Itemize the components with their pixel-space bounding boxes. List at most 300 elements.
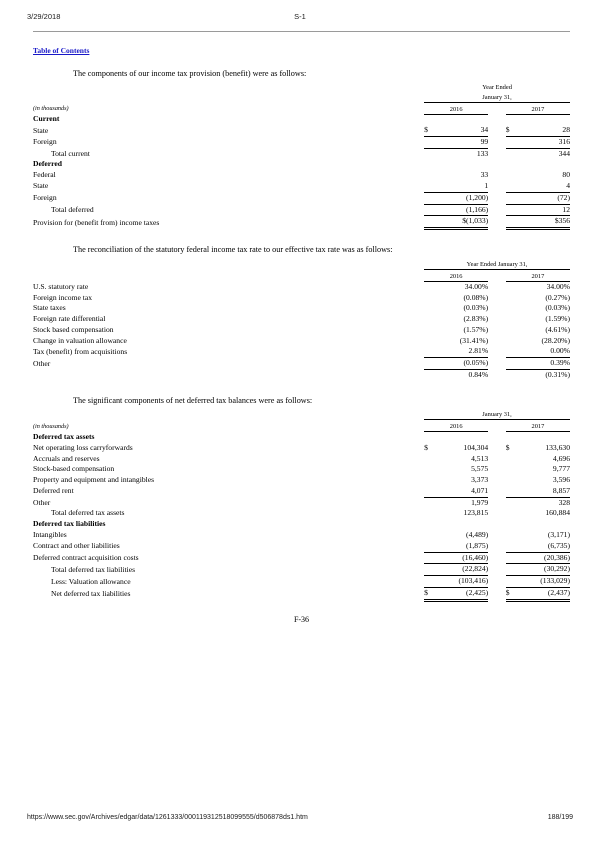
table-row bbox=[33, 564, 570, 576]
page-number-marker: F-36 bbox=[293, 614, 310, 624]
column-gap bbox=[416, 181, 424, 192]
currency-symbol-2017 bbox=[506, 519, 518, 530]
column-gap bbox=[416, 519, 424, 530]
column-gap bbox=[416, 170, 424, 181]
value-2016: 1,979 bbox=[436, 497, 488, 508]
row-label: Foreign bbox=[33, 193, 57, 203]
table-row bbox=[33, 216, 570, 229]
row-label: U.S. statutory rate bbox=[33, 281, 89, 291]
column-gap bbox=[488, 303, 506, 314]
currency-symbol-2016 bbox=[424, 148, 436, 159]
table2-body bbox=[33, 281, 570, 381]
column-gap bbox=[416, 486, 424, 497]
table1-year-2017-header: 2017 bbox=[506, 105, 570, 115]
currency-symbol-2017 bbox=[506, 552, 518, 564]
value-2017 bbox=[518, 519, 570, 530]
currency-symbol-2016 bbox=[424, 552, 436, 564]
column-gap bbox=[488, 530, 506, 541]
table-row bbox=[33, 181, 570, 192]
table3-head bbox=[33, 410, 570, 432]
value-2016: (0.05%) bbox=[436, 358, 488, 370]
header-divider bbox=[33, 31, 570, 32]
column-gap bbox=[488, 159, 506, 170]
currency-symbol-2016 bbox=[424, 314, 436, 325]
currency-symbol-2016 bbox=[424, 370, 436, 381]
column-gap bbox=[416, 314, 424, 325]
table1-body bbox=[33, 114, 570, 228]
column-gap bbox=[416, 370, 424, 381]
table-row bbox=[33, 148, 570, 159]
value-2016: (2,425) bbox=[436, 587, 488, 600]
table-row bbox=[33, 346, 570, 357]
currency-symbol-2017 bbox=[506, 454, 518, 465]
column-gap bbox=[416, 454, 424, 465]
column-gap bbox=[488, 576, 506, 588]
value-2017 bbox=[518, 114, 570, 125]
column-gap bbox=[416, 443, 424, 454]
value-2017: 9,777 bbox=[552, 464, 570, 474]
column-gap bbox=[416, 114, 424, 125]
row-label: Deferred contract acquisition costs bbox=[33, 553, 139, 563]
currency-symbol-2017: $ bbox=[506, 587, 518, 600]
column-gap bbox=[488, 181, 506, 192]
value-2016: 123,815 bbox=[463, 508, 489, 518]
value-2016: 33 bbox=[480, 170, 489, 180]
row-label: Total deferred tax liabilities bbox=[51, 564, 136, 574]
currency-symbol-2016 bbox=[424, 181, 436, 192]
row-label: Foreign income tax bbox=[33, 292, 93, 302]
value-2016: 99 bbox=[436, 136, 488, 148]
value-2017: (20,386) bbox=[518, 552, 570, 564]
currency-symbol-2016 bbox=[424, 564, 436, 576]
table3-period-group-label: January 31, bbox=[424, 410, 570, 420]
currency-symbol-2016: $ bbox=[424, 442, 428, 452]
currency-symbol-2016 bbox=[424, 204, 436, 216]
currency-symbol-2017 bbox=[506, 475, 518, 486]
table-row bbox=[33, 464, 570, 475]
column-gap bbox=[416, 541, 424, 552]
column-gap bbox=[488, 443, 506, 454]
column-gap bbox=[416, 192, 424, 204]
currency-symbol-2016 bbox=[424, 432, 436, 443]
currency-symbol-2017 bbox=[506, 486, 518, 497]
value-2016 bbox=[436, 432, 488, 443]
column-gap bbox=[488, 497, 506, 508]
value-2017: 80 bbox=[562, 170, 570, 180]
income-tax-provision-table bbox=[33, 83, 570, 230]
column-gap bbox=[416, 216, 424, 229]
row-label: Foreign bbox=[33, 137, 57, 147]
document-body bbox=[33, 40, 570, 624]
column-gap bbox=[416, 125, 424, 136]
table1-year-header-row bbox=[33, 105, 570, 115]
table2-group-header-row bbox=[33, 260, 570, 270]
column-gap bbox=[416, 358, 424, 370]
row-label bbox=[33, 370, 416, 381]
row-label: State bbox=[33, 125, 49, 135]
column-gap bbox=[416, 464, 424, 475]
currency-symbol-2017 bbox=[506, 464, 518, 475]
value-2017: (133,029) bbox=[518, 576, 570, 588]
row-label: Contract and other liabilities bbox=[33, 541, 120, 551]
table-row bbox=[33, 325, 570, 336]
value-2016: (103,416) bbox=[436, 576, 488, 588]
value-2017: 344 bbox=[518, 148, 570, 159]
column-gap bbox=[416, 148, 424, 159]
column-gap bbox=[488, 486, 506, 497]
value-2016: 3,373 bbox=[471, 475, 489, 485]
currency-symbol-2016 bbox=[424, 519, 436, 530]
currency-symbol-2016 bbox=[424, 576, 436, 588]
value-2017: (3,171) bbox=[547, 529, 570, 539]
row-label: Foreign rate differential bbox=[33, 314, 106, 324]
currency-symbol-2017 bbox=[506, 576, 518, 588]
value-2017: 28 bbox=[562, 125, 570, 135]
currency-symbol-2017: $ bbox=[505, 442, 510, 452]
currency-symbol-2017 bbox=[506, 114, 518, 125]
value-2016: (1,166) bbox=[436, 204, 488, 216]
table-row bbox=[33, 587, 570, 600]
currency-symbol-2017 bbox=[506, 148, 518, 159]
value-2017: 160,884 bbox=[545, 508, 570, 518]
currency-symbol-2017 bbox=[506, 497, 518, 508]
currency-symbol-2016 bbox=[424, 497, 436, 508]
row-label: Deferred tax liabilities bbox=[33, 519, 106, 529]
currency-symbol-2017: $ bbox=[505, 125, 510, 135]
value-2016: (1,200) bbox=[436, 192, 488, 204]
value-2016: (1,875) bbox=[466, 540, 489, 550]
currency-symbol-2016 bbox=[424, 170, 436, 181]
currency-symbol-2016 bbox=[424, 293, 436, 304]
row-label: Net deferred tax liabilities bbox=[51, 589, 131, 599]
row-label: State taxes bbox=[33, 303, 66, 313]
table-row bbox=[33, 432, 570, 443]
currency-symbol-2016 bbox=[424, 192, 436, 204]
value-2016: 4,071 bbox=[471, 485, 489, 495]
table1-period-group-label bbox=[424, 83, 570, 102]
table-row bbox=[33, 541, 570, 552]
table-row bbox=[33, 314, 570, 325]
row-label: Net operating loss carryforwards bbox=[33, 442, 133, 452]
currency-symbol-2017 bbox=[506, 181, 518, 192]
column-gap bbox=[488, 370, 506, 381]
column-gap bbox=[488, 148, 506, 159]
effective-tax-rate-reconciliation-table bbox=[33, 260, 570, 381]
print-date: 3/29/2018 bbox=[27, 12, 61, 21]
value-2017: (28.20%) bbox=[541, 335, 570, 345]
column-gap bbox=[488, 216, 506, 229]
column-gap bbox=[488, 325, 506, 336]
currency-symbol-2016 bbox=[424, 159, 436, 170]
value-2016: 104,304 bbox=[463, 442, 489, 452]
column-gap bbox=[488, 281, 506, 292]
table-row bbox=[33, 497, 570, 508]
print-header bbox=[0, 12, 600, 28]
column-gap bbox=[488, 564, 506, 576]
column-gap bbox=[416, 564, 424, 576]
currency-symbol-2017 bbox=[506, 314, 518, 325]
value-2017: 0.39% bbox=[518, 358, 570, 370]
table2-year-header-row bbox=[33, 272, 570, 282]
row-label: Federal bbox=[33, 170, 56, 180]
table-row bbox=[33, 576, 570, 588]
column-gap bbox=[488, 204, 506, 216]
currency-symbol-2017 bbox=[506, 293, 518, 304]
value-2017: 8,857 bbox=[552, 485, 570, 495]
section-gap-1 bbox=[33, 230, 570, 244]
value-2017: 4 bbox=[566, 180, 570, 190]
currency-symbol-2017 bbox=[506, 370, 518, 381]
currency-symbol-2016 bbox=[424, 530, 436, 541]
currency-symbol-2016 bbox=[424, 336, 436, 347]
row-label: Deferred tax assets bbox=[33, 431, 95, 441]
table-row bbox=[33, 114, 570, 125]
row-label: Other bbox=[33, 358, 51, 368]
currency-symbol-2016 bbox=[424, 454, 436, 465]
document-form-title: S-1 bbox=[294, 12, 306, 21]
column-gap bbox=[416, 346, 424, 357]
currency-symbol-2017 bbox=[506, 336, 518, 347]
column-gap bbox=[488, 346, 506, 357]
currency-symbol-2017 bbox=[506, 541, 518, 552]
value-2016 bbox=[436, 159, 488, 170]
print-footer bbox=[0, 814, 600, 828]
column-gap bbox=[416, 293, 424, 304]
currency-symbol-2017 bbox=[506, 346, 518, 357]
row-label: Provision for (benefit from) income taxes bbox=[33, 217, 160, 227]
value-2017: 12 bbox=[518, 204, 570, 216]
table-row bbox=[33, 475, 570, 486]
column-gap bbox=[488, 464, 506, 475]
value-2017: 316 bbox=[518, 136, 570, 148]
value-2016: 133 bbox=[436, 148, 488, 159]
table3-year-2017-header: 2017 bbox=[506, 422, 570, 432]
row-label: Other bbox=[33, 497, 51, 507]
value-2016: (16,460) bbox=[436, 552, 488, 564]
value-2016 bbox=[436, 519, 488, 530]
currency-symbol-2016 bbox=[424, 508, 436, 519]
value-2017: 133,630 bbox=[545, 442, 570, 452]
column-gap bbox=[416, 552, 424, 564]
value-2016: 1 bbox=[484, 180, 489, 190]
row-label: Total current bbox=[51, 148, 90, 158]
value-2016: 4,513 bbox=[471, 453, 489, 463]
column-gap bbox=[488, 587, 506, 600]
page-count-label: 188/199 bbox=[547, 814, 573, 821]
currency-symbol-2017 bbox=[506, 192, 518, 204]
value-2017: 0.00% bbox=[550, 346, 570, 356]
table2-year-2017-header: 2017 bbox=[506, 272, 570, 282]
column-gap bbox=[416, 508, 424, 519]
value-2017: (72) bbox=[518, 192, 570, 204]
row-label: Deferred rent bbox=[33, 486, 74, 496]
currency-symbol-2016 bbox=[424, 541, 436, 552]
table1-period-line2: January 31, bbox=[482, 93, 512, 101]
currency-symbol-2016 bbox=[424, 325, 436, 336]
table1-units-label: (in thousands) bbox=[33, 105, 69, 113]
row-label: Tax (benefit) from acquisitions bbox=[33, 346, 128, 356]
table-row bbox=[33, 136, 570, 148]
value-2017: 4,696 bbox=[552, 453, 570, 463]
column-gap bbox=[416, 530, 424, 541]
column-gap bbox=[488, 508, 506, 519]
value-2017: (0.03%) bbox=[545, 303, 570, 313]
table-row bbox=[33, 204, 570, 216]
currency-symbol-2017 bbox=[506, 204, 518, 216]
table-row bbox=[33, 530, 570, 541]
value-2017 bbox=[518, 159, 570, 170]
table-row bbox=[33, 159, 570, 170]
currency-symbol-2017 bbox=[506, 136, 518, 148]
value-2016: 34 bbox=[480, 125, 489, 135]
currency-symbol-2017 bbox=[506, 432, 518, 443]
currency-symbol-2016 bbox=[424, 358, 436, 370]
value-2016: (4,489) bbox=[466, 529, 489, 539]
column-gap bbox=[416, 136, 424, 148]
currency-symbol-2016 bbox=[424, 464, 436, 475]
table-row bbox=[33, 358, 570, 370]
section3-intro-text: The significant components of net deferred tax balances were as follows: bbox=[73, 395, 313, 405]
row-label: Total deferred bbox=[51, 205, 94, 215]
column-gap bbox=[488, 475, 506, 486]
column-gap bbox=[416, 303, 424, 314]
table-row bbox=[33, 303, 570, 314]
table-row bbox=[33, 486, 570, 497]
currency-symbol-2017 bbox=[506, 564, 518, 576]
table3-units-label: (in thousands) bbox=[33, 423, 69, 431]
currency-symbol-2016 bbox=[424, 136, 436, 148]
currency-symbol-2017 bbox=[506, 325, 518, 336]
column-gap bbox=[416, 432, 424, 443]
value-2017: (1.59%) bbox=[545, 314, 570, 324]
value-2017: (6,735) bbox=[547, 540, 570, 550]
row-label: Stock-based compensation bbox=[33, 464, 115, 474]
value-2016: 2.81% bbox=[468, 346, 489, 356]
currency-symbol-2017 bbox=[506, 303, 518, 314]
value-2017: (2,437) bbox=[518, 587, 570, 600]
currency-symbol-2017 bbox=[506, 281, 518, 292]
net-deferred-tax-balances-table bbox=[33, 410, 570, 601]
column-gap bbox=[416, 475, 424, 486]
currency-symbol-2016 bbox=[424, 303, 436, 314]
source-url: https://www.sec.gov/Archives/edgar/data/1261333/000119312518099555/d506878ds1.htm bbox=[27, 814, 308, 821]
value-2017: 328 bbox=[518, 497, 570, 508]
value-2016: (22,824) bbox=[436, 564, 488, 576]
column-gap bbox=[488, 552, 506, 564]
table3-body bbox=[33, 432, 570, 600]
table-row bbox=[33, 170, 570, 181]
table1-year-2016-header: 2016 bbox=[424, 105, 488, 115]
value-2016: 0.84% bbox=[436, 370, 488, 381]
row-label: Total deferred tax assets bbox=[51, 508, 125, 518]
value-2016: 5,575 bbox=[471, 464, 489, 474]
column-gap bbox=[488, 136, 506, 148]
table3-year-2016-header: 2016 bbox=[424, 422, 488, 432]
table2-year-2016-header: 2016 bbox=[424, 272, 488, 282]
table3-group-header-row bbox=[33, 410, 570, 420]
currency-symbol-2016: $ bbox=[424, 587, 436, 600]
value-2017: (0.27%) bbox=[545, 292, 570, 302]
value-2017: 34.00% bbox=[546, 281, 570, 291]
row-label: Stock based compensation bbox=[33, 324, 114, 334]
table-row bbox=[33, 370, 570, 381]
table1-period-line1: Year Ended bbox=[482, 84, 512, 92]
table-row bbox=[33, 125, 570, 136]
table-row bbox=[33, 508, 570, 519]
section-gap-2 bbox=[33, 381, 570, 395]
table-row bbox=[33, 552, 570, 564]
column-gap bbox=[488, 192, 506, 204]
column-gap bbox=[416, 325, 424, 336]
row-label: Deferred bbox=[33, 159, 62, 169]
column-gap bbox=[488, 170, 506, 181]
currency-symbol-2016 bbox=[424, 486, 436, 497]
table-row bbox=[33, 293, 570, 304]
row-label: Current bbox=[33, 114, 60, 124]
table-row bbox=[33, 454, 570, 465]
row-label: Less: Valuation allowance bbox=[51, 576, 131, 586]
column-gap bbox=[416, 587, 424, 600]
currency-symbol-2017 bbox=[506, 216, 518, 229]
table-row bbox=[33, 192, 570, 204]
column-gap bbox=[416, 576, 424, 588]
row-label: Accruals and reserves bbox=[33, 453, 100, 463]
table-row bbox=[33, 443, 570, 454]
column-gap bbox=[416, 336, 424, 347]
currency-symbol-2016 bbox=[424, 114, 436, 125]
column-gap bbox=[488, 125, 506, 136]
table1-group-header-row bbox=[33, 83, 570, 102]
table-of-contents-link[interactable]: Table of Contents bbox=[33, 46, 90, 55]
currency-symbol-2017 bbox=[506, 159, 518, 170]
table-row bbox=[33, 519, 570, 530]
value-2017: (0.31%) bbox=[518, 370, 570, 381]
row-label: Change in valuation allowance bbox=[33, 335, 127, 345]
section1-intro-text: The components of our income tax provision (benefit) were as follows: bbox=[73, 69, 307, 78]
currency-symbol-2016 bbox=[424, 281, 436, 292]
value-2016: $(1,033) bbox=[436, 216, 488, 229]
column-gap bbox=[488, 358, 506, 370]
column-gap bbox=[488, 432, 506, 443]
value-2016: 34.00% bbox=[464, 281, 489, 291]
column-gap bbox=[488, 314, 506, 325]
column-gap bbox=[488, 541, 506, 552]
column-gap bbox=[416, 204, 424, 216]
section2-intro-text: The reconciliation of the statutory federal income tax rate to our effective tax rate was as follows: bbox=[73, 245, 393, 255]
currency-symbol-2016 bbox=[424, 346, 436, 357]
currency-symbol-2016: $ bbox=[424, 125, 428, 135]
column-gap bbox=[488, 293, 506, 304]
row-label: Property and equipment and intangibles bbox=[33, 475, 155, 485]
table-row bbox=[33, 336, 570, 347]
row-label: Intangibles bbox=[33, 529, 67, 539]
currency-symbol-2016 bbox=[424, 475, 436, 486]
table3-year-header-row bbox=[33, 422, 570, 432]
table1-head bbox=[33, 83, 570, 114]
column-gap bbox=[488, 519, 506, 530]
currency-symbol-2017 bbox=[506, 170, 518, 181]
value-2016: (1.57%) bbox=[463, 324, 489, 334]
table2-period-group-label: Year Ended January 31, bbox=[424, 260, 570, 270]
value-2016: (2.83%) bbox=[463, 314, 489, 324]
value-2016: (31.41%) bbox=[459, 335, 489, 345]
value-2016: (0.03%) bbox=[463, 303, 489, 313]
column-gap bbox=[488, 114, 506, 125]
column-gap bbox=[416, 497, 424, 508]
value-2017 bbox=[518, 432, 570, 443]
currency-symbol-2016 bbox=[424, 216, 436, 229]
column-gap bbox=[488, 336, 506, 347]
